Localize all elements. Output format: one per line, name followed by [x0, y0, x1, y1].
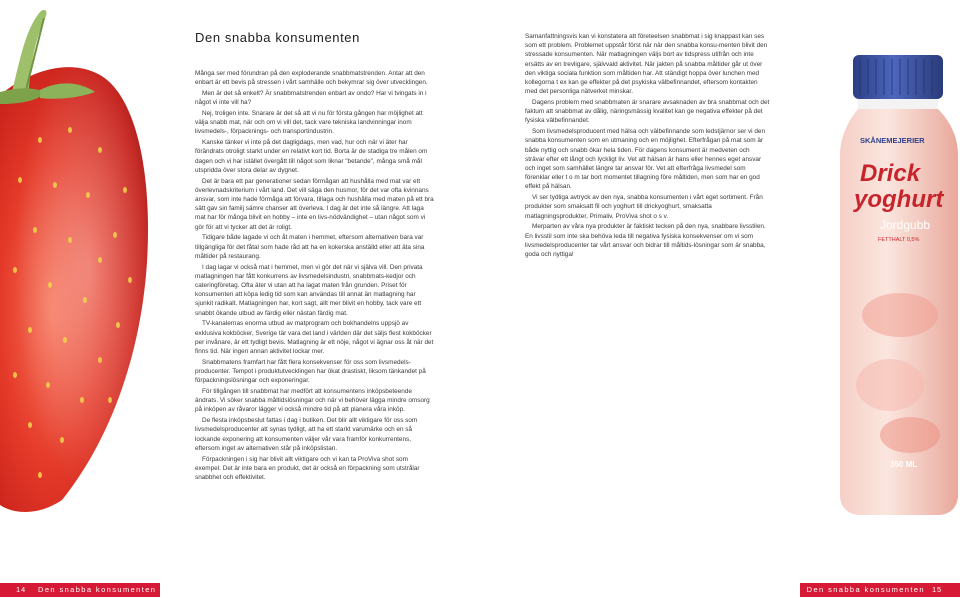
running-title: Den snabba konsumenten [38, 585, 157, 594]
paragraph: Vi ser tydliga avtryck av den nya, snabba konsumenten i vårt eget sortiment. Från produkter som smaksatt fil och yoghurt till drickyoghurt, smaksatta matlagningsprodukter, Primaliv, ProViva shot o s v. [525, 194, 763, 220]
bottle-brand: SKÅNEMEJERIER [860, 136, 925, 145]
paragraph: De flesta inköpsbeslut fattas i dag i butiken. Det blir allt viktigare för oss som livsmedelsproducenter att synas tydligt, att ha ett starkt varumärke och en så lockande exponering att konsumenten väljer vår vara framför konkurrentens, eftersom inget av alternativen står på inköpslistan. [195, 417, 418, 452]
paragraph: Kanske tänker vi inte på det dagligdags, men vad, hur och när vi äter har förändrats otroligt starkt under en relativt kort tid. Borta är de stadiga tre målen om dagen och vi har istället övergått till något som liknar "betande", många små mål utspridda över stora delar av dygnet. [195, 139, 428, 174]
article-column-right [525, 32, 770, 261]
paragraph: Många ser med förundran på den exploderande snabbmatstrenden. Antar att den enbart är ett bevis på stressen i vårt samhälle och bekymrar sig över utvecklingen. [195, 70, 428, 87]
page-number: 15 [932, 585, 942, 594]
paragraph: För tillgången till snabbmat har medfört att konsumentens inköpsbeteende ändrats. Vi söker snabba måltidslösningar och när vi behöver lägga mindre omsorg på inköpen av råvaror lägger vi också mindre tid på att planera våra inköp. [195, 388, 430, 414]
paragraph: Nej, troligen inte. Snarare är det så att vi nu för första gången har möjlighet att välja snabb mat, när och om vi vill det, tack vare tekniska landvinningar inom livsmedels-, förpacknings- och transportindustrin. [195, 110, 423, 136]
running-title: Den snabba konsumenten [806, 585, 925, 594]
article-column-left [195, 69, 435, 484]
page-number: 14 [16, 585, 26, 594]
paragraph: Snabbmatens framfart har fått flera konsekvenser för oss som livsmedels-producenter. Tempot i produktutvecklingen har ökat drastiskt, liksom tänkandet på förpackningslösningar och exponeringar. [195, 358, 426, 385]
paragraph: Merparten av våra nya produkter är faktiskt tecken på den nya, snabbare livsstilen. En livsstil som inte ska behöva leda till negativa fysiska konsekvenser om vi som livsmedelsproducenter tar vårt ansvar och bidrar till måltids-lösningar som är snabba, goda och nyttiga! [525, 223, 766, 259]
paragraph: Som livsmedelsproducent med hälsa och välbefinnande som ledstjärnor ser vi den snabba konsumenten som en utmaning och en möjlighet. Efterfrågan på mat som är både nyttig och snabb ökar hela tiden. För dagens konsument är medveten och strävar efter ett långt och lyckligt liv. Vet att hälsan är hans eller hennes eget ansvar och inget som samhället längre tar ansvar för. Vet att efterfråga livsmedel som förenklar eller t o m tar bort momentet tillagning före måltiden, men som har en god effekt på hälsan. [525, 128, 766, 191]
paragraph: Det är bara ett par generationer sedan förmågan att hushålla med mat var ett överlevnadskriterium i vårt land. Det vill säga den husmor, för det var ofta kvinnans ansvar, som inte hade förmåga att förvara, tillaga och hushålla med maten på ett bra sätt gav sin familj sämre chanser att överleva. I dag är det inte så längre. Att laga mat har för många blivit en hobby – inte en livs-nödvändighet – utan något som vi gör för att vi tycker att det är roligt. [195, 177, 434, 231]
paragraph: Förpackningen i sig har blivit allt viktigare och vi kan ta ProViva shot som exempel. Det är inte bara en produkt, det är också en förpackning som utstrålar snabbhet och effektivitet. [195, 455, 420, 482]
bottle-volume: 350 ML [890, 460, 918, 469]
strawberry-image [0, 0, 190, 520]
paragraph: I dag lagar vi också mat i hemmet, men vi gör det när vi själva vill. Den privata matlagningen har fått konkurrens av livsmedelsindustri, snabbmats-kedjor och cateringföretag. Ofta äter vi utan att ha lagat maten från grunden. Priset för konsumenten att köpa ledig tid som kan användas till annat än matlagning har sjunkit radikalt. Matlagningen har, kort sagt, allt mer blivit en hobby, tack vare ett snabbt ökande utbud av färdig eller nästan färdig mat. [195, 263, 423, 317]
bottle-line2: yoghurt [854, 186, 944, 213]
footer-bar-right [800, 583, 960, 597]
bottle-flavor: Jordgubb [880, 218, 931, 232]
yoghurt-bottle-image [800, 55, 960, 515]
article-title: Den snabba konsumenten [195, 30, 360, 45]
paragraph: Dagens problem med snabbmaten är snarare avsaknaden av bra snabbmat och det faktum att snabbmat av dålig, näringsmässig kvalitet kan ge negativa effekter på det fysiska välbefinnandet. [525, 99, 770, 125]
paragraph: Tidigare både lagade vi och åt maten i hemmet, eftersom alternativen bara var tillgängliga för det fåtal som hade råd att ha en kokerska anställd eller att äta sina måltider på restaurang. [195, 234, 425, 260]
paragraph: TV-kanalernas enorma utbud av matprogram och bokhandelns uppsjö av exklusiva kokböcker, Sverige tär vara det land i världen där det säljs flest kokböcker per invånare, är ett tydligt bevis. Matlagning är ett nöje, något vi ägnar oss åt när det finns tid. När ingen annan aktivitet lockar mer. [195, 320, 434, 356]
bottle-fat: FETTHALT 0,5% [878, 237, 920, 243]
paragraph: Samanfattningsvis kan vi konstatera att företeelsen snabbmat i sig knappast kan ses som ett problem. Problemet uppstår först när när den snabba konsu-menten blivit den stressade konsumenten. När matlagningen väljs bort av tidspress utifrån och inte ersätts av en trevligare, självvald aktivitet. När jakten på snabba måltider går ut över den viktiga sociala funktion som måltiden har. Att ständigt hoppa över lunchen med kollegorna t ex kan ge effekter på det psykiska välbefinnandet, eftersom kontakten med det personliga nätverket minskar. [525, 33, 768, 96]
paragraph: Men är det så enkelt? Är snabbmatstrenden enbart av ondo? Har vi tvingats in i något vi inte vill ha? [195, 90, 427, 107]
bottle-line1: Drick [860, 160, 921, 187]
footer-bar-left [0, 583, 160, 597]
